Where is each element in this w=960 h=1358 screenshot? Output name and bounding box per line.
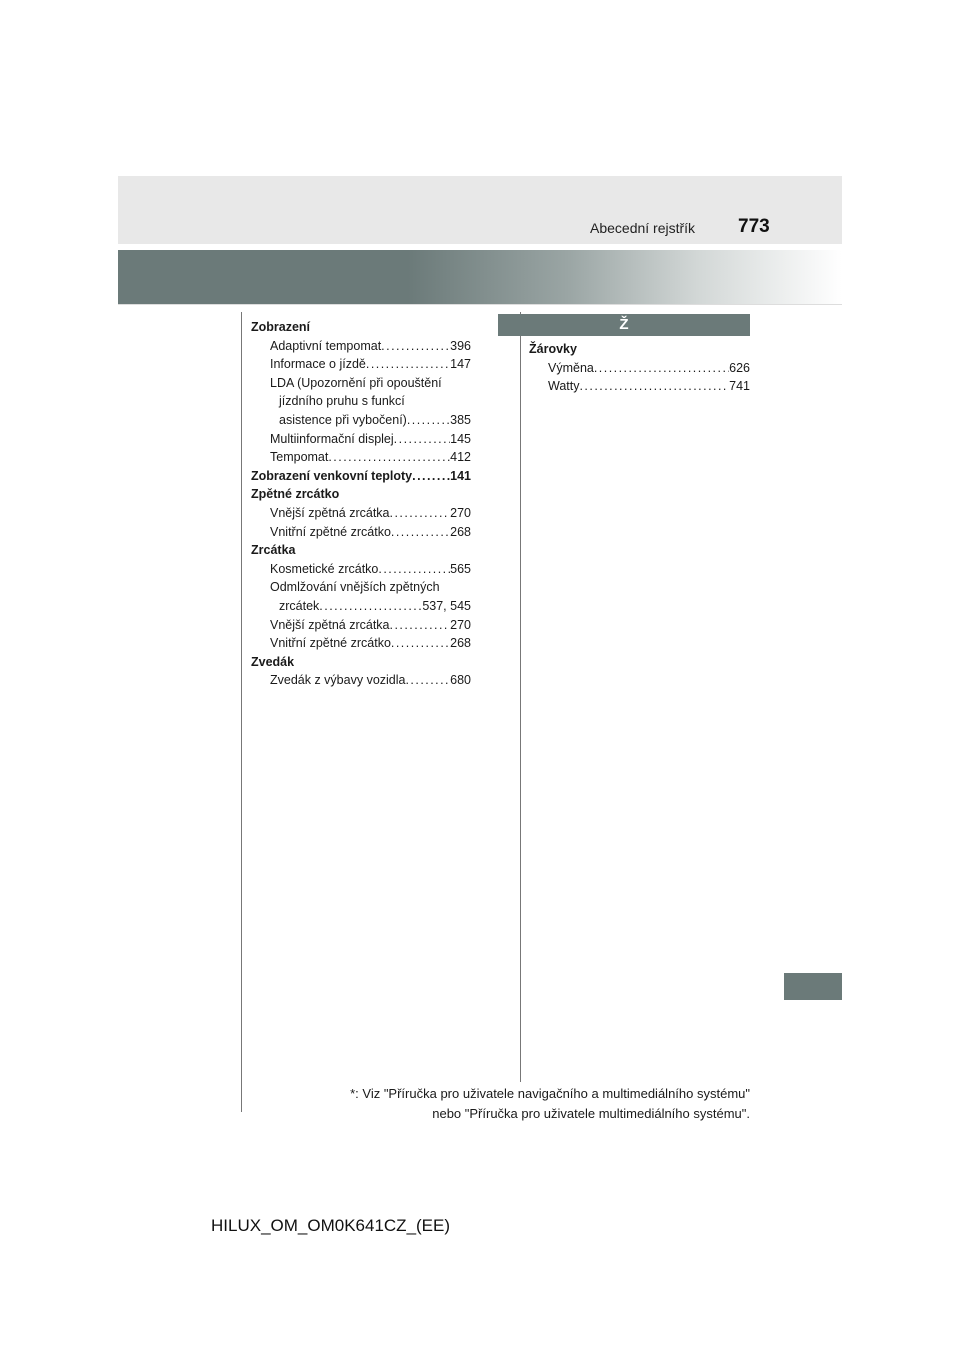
index-entry <box>251 337 471 356</box>
leader-dots <box>391 523 450 542</box>
leader-dots <box>319 597 422 616</box>
document-code: HILUX_OM_OM0K641CZ_(EE) <box>211 1216 451 1235</box>
index-entry <box>251 560 471 579</box>
index-heading <box>251 541 471 560</box>
index-entry <box>251 411 471 430</box>
index-heading <box>251 467 471 486</box>
index-entry <box>251 578 471 597</box>
page-title: Abecední rejstřík <box>590 220 696 236</box>
index-entry-label: Odmlžování vnějších zpětných <box>270 580 440 595</box>
leader-dots <box>328 448 450 467</box>
index-page-ref[interactable]: 270 <box>450 617 471 632</box>
index-entry-label: Zvedák z výbavy vozidla <box>270 673 406 688</box>
leader-dots <box>405 671 450 690</box>
index-entry-label: Zobrazení <box>251 320 311 334</box>
index-page-ref[interactable]: 270 <box>450 505 471 520</box>
leader-dots <box>391 634 450 653</box>
leader-dots <box>390 616 451 635</box>
index-entry-label: Výměna <box>548 360 594 375</box>
index-page-ref[interactable]: 268 <box>450 636 471 651</box>
index-entry-label: Zrcátka <box>251 543 296 558</box>
index-left-column <box>251 318 471 690</box>
index-page-ref[interactable]: 141 <box>450 468 471 483</box>
index-entry-label: jízdního pruhu s funkcí <box>279 394 405 409</box>
header-band <box>118 176 842 244</box>
index-entry-label: Tempomat <box>270 450 329 465</box>
index-entry <box>251 504 471 523</box>
page-number: 773 <box>738 216 770 237</box>
index-entry-label: Vnější zpětná zrcátka <box>270 617 390 632</box>
middle-column-rule <box>520 312 521 1082</box>
header-gradient-bar <box>118 250 842 304</box>
chapter-side-tab <box>784 973 842 1000</box>
leader-dots <box>579 377 729 396</box>
footnote-line-2: nebo "Příručka pro uživatele multimediálního systému". <box>432 1106 750 1121</box>
index-heading <box>251 318 471 337</box>
index-page-ref[interactable]: 385 <box>450 412 471 427</box>
leader-dots <box>378 560 450 579</box>
leader-dots <box>394 430 450 449</box>
index-heading <box>251 653 471 672</box>
index-entry-label: Vnější zpětná zrcátka <box>270 505 390 520</box>
index-page-ref[interactable]: 412 <box>450 450 471 465</box>
index-entry-label: Watty <box>548 379 580 394</box>
index-entry <box>251 392 471 411</box>
index-entry-label: Kosmetické zrcátko <box>270 561 379 576</box>
leader-dots <box>594 359 729 378</box>
index-entry <box>251 597 471 616</box>
left-column-rule <box>241 312 242 1112</box>
leader-dots <box>407 411 450 430</box>
index-page-ref[interactable]: 680 <box>450 673 471 688</box>
leader-dots <box>381 337 450 356</box>
index-entry-label: Zpětné zrcátko <box>251 487 340 502</box>
footnote <box>260 1084 750 1124</box>
index-page-ref[interactable]: 147 <box>450 357 471 372</box>
index-entry <box>251 523 471 542</box>
index-page-ref[interactable]: 741 <box>729 379 750 394</box>
section-letter-bar: Ž <box>498 314 750 336</box>
index-entry <box>529 359 750 378</box>
index-entry-label: Žárovky <box>529 342 577 356</box>
footnote-line-1: *: Viz "Příručka pro uživatele navigačního a multimediálního systému" <box>350 1086 750 1101</box>
index-entry-label: Multiinformační displej <box>270 431 394 446</box>
index-entry <box>251 430 471 449</box>
index-page-ref[interactable]: 268 <box>450 524 471 539</box>
index-entry-label: Zobrazení venkovní teploty <box>251 468 413 483</box>
leader-dots <box>366 355 450 374</box>
index-entry <box>529 377 750 396</box>
index-page-ref[interactable]: 537, 545 <box>422 598 471 613</box>
index-heading <box>251 485 471 504</box>
index-entry <box>251 616 471 635</box>
index-entry <box>251 448 471 467</box>
index-entry-label: Adaptivní tempomat <box>270 338 382 353</box>
index-right-column <box>529 340 750 396</box>
index-entry <box>251 355 471 374</box>
index-entry <box>251 634 471 653</box>
index-entry <box>251 374 471 393</box>
leader-dots <box>390 504 451 523</box>
index-entry-label: asistence při vybočení) <box>279 412 407 427</box>
index-entry-label: Zvedák <box>251 654 295 669</box>
index-entry-label: LDA (Upozornění při opouštění <box>270 375 442 390</box>
index-page-ref[interactable]: 626 <box>729 360 750 375</box>
index-page-ref[interactable]: 145 <box>450 431 471 446</box>
index-entry-label: Vnitřní zpětné zrcátko <box>270 636 391 651</box>
index-entry-label: zrcátek <box>279 598 320 613</box>
index-entry-label: Informace o jízdě <box>270 357 366 372</box>
index-entry <box>251 671 471 690</box>
index-heading <box>529 340 750 359</box>
index-page-ref[interactable]: 565 <box>450 561 471 576</box>
index-entry-label: Vnitřní zpětné zrcátko <box>270 524 391 539</box>
leader-dots <box>412 467 450 486</box>
index-page-ref[interactable]: 396 <box>450 338 471 353</box>
header-divider <box>118 304 842 305</box>
